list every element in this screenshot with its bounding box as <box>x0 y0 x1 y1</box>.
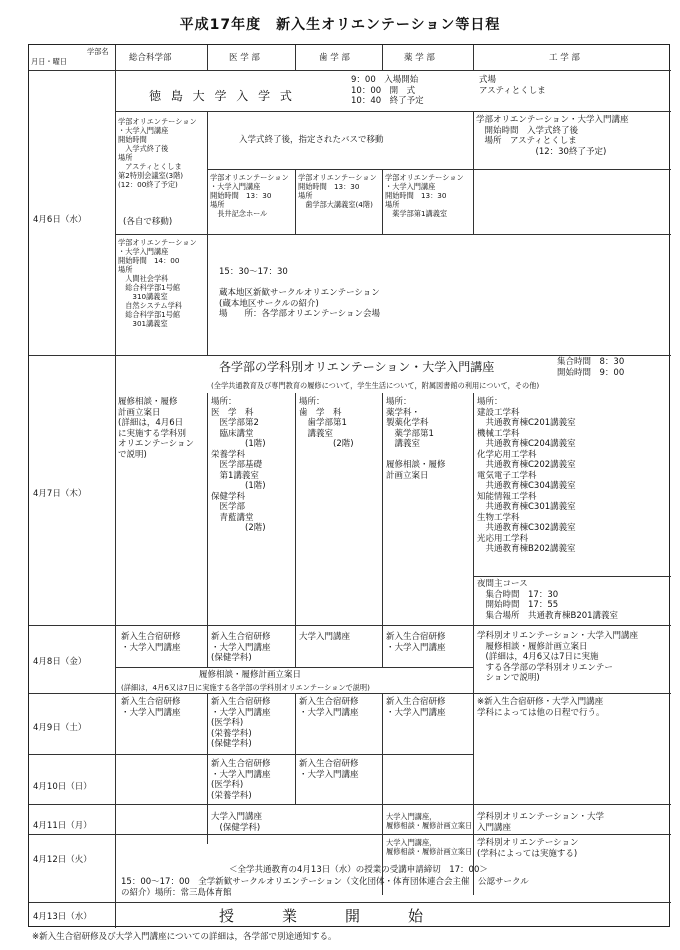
grid-line <box>207 111 208 234</box>
eng-apr8: 学科別オリエンテーション・大学入門講座 履修相談・履修計画立案日 (詳細は，4月6又は7日に実施 する各学部の学科別オリエンテー ションで説明) <box>477 631 638 683</box>
grid-line <box>295 393 296 625</box>
grid-line <box>29 754 473 755</box>
sogo-apr8: 新入生合宿研修 ・大学入門講座 <box>121 632 181 653</box>
pharm-apr12: 大学入門講座， 履修相談・履修計画立案日 <box>386 838 473 856</box>
med-apr11: 大学入門講座 (保健学科) <box>211 812 263 833</box>
date-apr6: 4月6日（水） <box>33 215 87 225</box>
med-apr8: 新入生合宿研修 ・大学入門講座 (保健学科) <box>211 632 271 663</box>
schedule-table <box>28 44 670 927</box>
date-apr11: 4月11日（月） <box>33 821 92 831</box>
apr7-heading: 各学部の学科別オリエンテーション・大学入門講座 <box>219 360 495 374</box>
column-eng: 工 学 部 <box>549 53 580 63</box>
classes-begin: 授 業 開 始 <box>219 907 430 925</box>
grid-line <box>382 693 383 895</box>
date-apr8: 4月8日（金） <box>33 657 87 667</box>
grid-line <box>382 45 383 70</box>
med-apr6: 学部オリエンテーション ・大学入門講座 開始時間 13：30 場所 長井記念ホール <box>210 173 289 218</box>
dent-apr7: 場所： 歯 学 科 歯学部第1 講義室 (2階) <box>299 397 354 449</box>
grid-line <box>382 169 383 234</box>
pharm-apr9: 新入生合宿研修 ・大学入門講座 <box>386 697 446 718</box>
grid-line <box>295 45 296 70</box>
grid-line <box>207 234 208 355</box>
grid-line <box>207 393 208 625</box>
grid-line <box>473 111 474 169</box>
date-apr10: 4月10日（日） <box>33 782 92 792</box>
column-med: 医 学 部 <box>229 53 260 63</box>
grid-line <box>207 169 671 170</box>
grid-line <box>473 576 671 577</box>
eng-apr11: 学科別オリエンテーション・大学 入門講座 <box>477 812 604 833</box>
grid-line <box>382 393 383 625</box>
dent-apr10: 新入生合宿研修 ・大学入門講座 <box>299 759 359 780</box>
eng-apr7: 場所： 建設工学科 共通教育棟C201講義室 機械工学科 共通教育棟C204講義室 化学応用工学科 共通教育棟C202講義室 電気電子工学科 共通教育棟C304講義室 知能情報工学科 共通教育棟C301講義室 生物工学科 共通教育棟C302講義室 光応用工学科 共通教育棟B202講義室 <box>477 397 576 554</box>
grid-line <box>473 804 671 805</box>
grid-line <box>29 902 671 903</box>
grid-line <box>295 693 296 804</box>
grid-line <box>29 70 671 71</box>
grid-line <box>382 625 383 667</box>
eng-apr7-night: 夜間主コース 集合時間 17：30 開始時間 17：55 集合場所 共通教育棟B201講義室 <box>477 579 619 621</box>
grid-line <box>473 625 474 895</box>
ceremony-venue: 式場 アスティとくしま <box>479 75 546 96</box>
grid-line <box>295 169 296 234</box>
eng-apr6: 学部オリエンテーション・大学入門講座 開始時間 入学式終了後 場所 アスティとくしま (12：30終了予定) <box>476 115 629 157</box>
grid-line <box>207 693 208 844</box>
eng-apr9: ※新入生合宿研修・大学入門講座 学科によっては他の日程で行う。 <box>477 697 605 718</box>
bus-note: 入学式終了後，指定されたバスで移動 <box>239 135 384 145</box>
grid-line <box>115 234 671 235</box>
apr7-times: 集合時間 8：30 開始時間 9：00 <box>557 357 625 378</box>
column-sogo: 総合科学部 <box>129 53 172 63</box>
grid-line <box>29 804 473 805</box>
date-apr12: 4月12日（火） <box>33 855 92 865</box>
header-date-label: 月日・曜日 <box>31 57 67 66</box>
grid-line <box>29 834 671 835</box>
column-dent: 歯 学 部 <box>319 53 350 63</box>
grid-line <box>29 355 671 356</box>
grid-line <box>29 625 671 626</box>
pharm-apr7: 場所： 薬学科・ 製薬化学科 薬学部第1 講義室 履修相談・履修 計画立案日 <box>386 397 446 481</box>
grid-line <box>473 393 474 625</box>
sogo-apr6-move: (各自で移動) <box>123 217 173 227</box>
med-apr7: 場所： 医 学 科 医学部第2 臨床講堂 (1階) 栄養学科 医学部基礎 第1講義室 (1階) 保健学科 医学部 青藍講堂 (2階) <box>211 397 266 533</box>
sogo-apr6-orientation: 学部オリエンテーション ・大学入門講座 開始時間 入学式終了後 場所 アスティとくしま 第2特別会議室(3階) (12：00終了予定) <box>118 117 197 189</box>
grid-line <box>29 693 671 694</box>
grid-line <box>295 625 296 667</box>
footnote: ※新入生合宿研修及び大学入門講座についての詳細は，各学部で別途通知する。 <box>32 932 337 942</box>
grid-line <box>115 667 473 668</box>
apr7-subheading: (全学共通教育及び専門教育の履修について，学生生活について，附属図書館の利用について，その他) <box>211 381 540 390</box>
grid-line <box>207 45 208 70</box>
ceremony-schedule: 9：00 入場開始 10：00 開 式 10：40 終了予定 <box>351 75 424 106</box>
sogo-apr9: 新入生合宿研修 ・大学入門講座 <box>121 697 181 718</box>
header-gakubu-label: 学部名 <box>87 47 109 56</box>
circle-orientation-kuramoto: 15：30～17：30 蔵本地区新歓サークルオリエンテーション (蔵本地区サークルの紹介) 場 所：各学部オリエンテーション会場 <box>219 267 380 319</box>
eng-apr12: 学科別オリエンテーション (学科によっては実施する) <box>477 838 579 859</box>
pharm-apr11: 大学入門講座， 履修相談・履修計画立案日 <box>386 812 473 830</box>
column-pharm: 薬 学 部 <box>404 53 435 63</box>
grid-line <box>115 45 116 928</box>
grid-line <box>473 45 474 70</box>
date-apr9: 4月9日（土） <box>33 723 87 733</box>
sogo-apr6-afternoon: 学部オリエンテーション ・大学入門講座 開始時間 14：00 場所 人間社会学科 総合科学部1号館 310講義室 自然システム学科 総合科学部1号館 301講義室 <box>118 238 197 328</box>
dent-apr6: 学部オリエンテーション 開始時間 13：30 場所 歯学部大講義室(4階) <box>298 173 377 209</box>
pharm-apr8: 新入生合宿研修 ・大学入門講座 <box>386 632 446 653</box>
med-apr10: 新入生合宿研修 ・大学入門講座 (医学科) (栄養学科) <box>211 759 271 801</box>
guidance-apr8-note: (詳細は，4月6又は7日に実施する各学部の学科別オリエンテーションで説明) <box>121 683 370 692</box>
page-title: 平成17年度 新入生オリエンテーション等日程 <box>179 17 501 33</box>
sogo-apr7: 履修相談・履修 計画立案日 (詳細は，4月6日 に実施する学科別 オリエンテーション で説明) <box>118 397 194 460</box>
grid-line <box>115 111 671 112</box>
grid-line <box>207 625 208 667</box>
date-apr13: 4月13日（水） <box>33 912 92 922</box>
guidance-apr8: 履修相談・履修計画立案日 <box>199 670 302 680</box>
dent-apr8: 大学入門講座 <box>299 632 351 642</box>
grid-line <box>473 169 474 234</box>
notice-apr12: ＜全学共通教育の4月13日（水）の授業の受講申請締切 17：00＞ <box>229 865 488 875</box>
med-apr9: 新入生合宿研修 ・大学入門講座 (医学科) (栄養学科) (保健学科) <box>211 697 271 749</box>
pharm-apr6: 学部オリエンテーション ・大学入門講座 開始時間 13：30 場所 薬学部第1講義室 <box>385 173 464 218</box>
dent-apr9: 新入生合宿研修 ・大学入門講座 <box>299 697 359 718</box>
date-apr7: 4月7日（木） <box>33 489 87 499</box>
circle-orientation-josanjima: 15：00～17：00 全学新歓サークルオリエンテーション（文化団体・体育団体連合会主催 公認サークル の紹介）場所：常三島体育館 <box>121 877 529 898</box>
ceremony-name: 徳 島 大 学 入 学 式 <box>149 89 295 103</box>
